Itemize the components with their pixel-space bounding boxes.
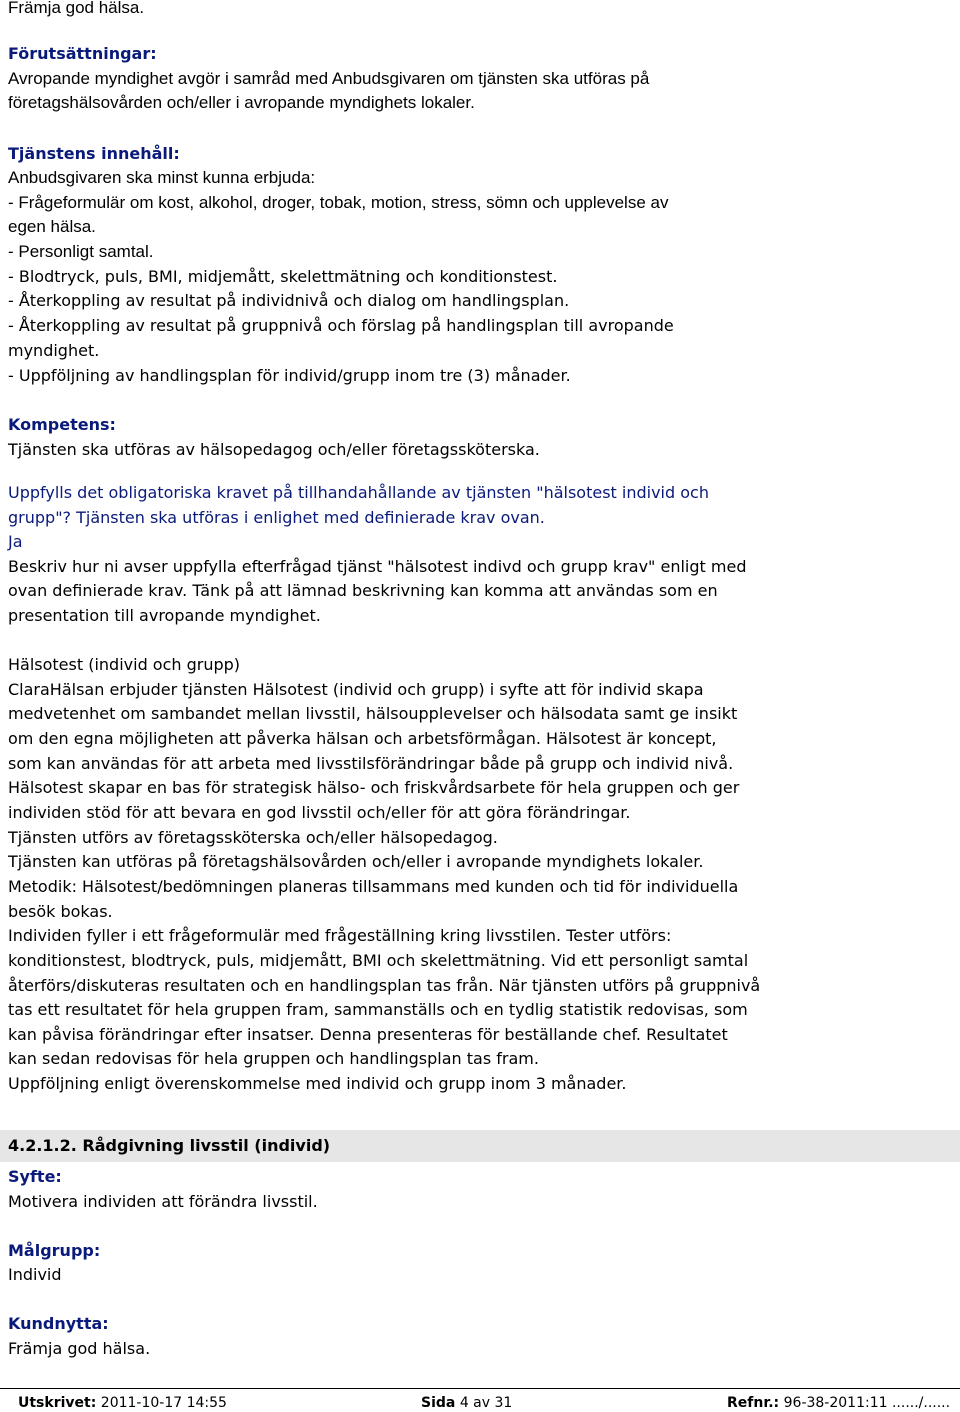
answer-line: individen stöd för att bevara en god livsstil och/eller för att göra förändringar. [8,803,631,822]
footer-printed-label: Utskrivet: [18,1395,97,1411]
answer-line: Tjänsten kan utföras på företagshälsovården och/eller i avropande myndighets lokaler. [8,852,704,871]
syfte-heading: Syfte: [8,1167,62,1186]
footer-printed [18,1394,227,1412]
footer-page-label: Sida [421,1395,456,1411]
answer-line: konditionstest, blodtryck, puls, midjemått, BMI och skelettmätning. Vid ett personligt samtal [8,951,749,970]
forutsattningar-line: Avropande myndighet avgör i samråd med Anbudsgivaren om tjänsten ska utföras på [8,69,650,88]
krav-describe: ovan definierade krav. Tänk på att lämnad beskrivning kan komma att användas som en [8,581,718,600]
answer-title: Hälsotest (individ och grupp) [8,655,241,674]
footer-ref [727,1394,950,1412]
krav-describe: presentation till avropande myndighet. [8,606,321,625]
forutsattningar-line: företagshälsovården och/eller i avropande myndighets lokaler. [8,93,475,112]
footer-printed-value: 2011-10-17 14:55 [100,1395,227,1411]
kundnytta-heading: Kundnytta: [8,1314,109,1333]
innehall-line: myndighet. [8,341,100,360]
malgrupp-text: Individ [8,1265,62,1284]
answer-line: kan påvisa förändringar efter insatser. Denna presenteras för beställande chef. Resultatet [8,1025,728,1044]
answer-line: Metodik: Hälsotest/bedömningen planeras tillsammans med kunden och tid för individuella [8,877,739,896]
kompetens-heading: Kompetens: [8,415,116,434]
answer-line: medvetenhet om sambandet mellan livsstil, hälsoupplevelser och hälsodata samt ge insikt [8,704,738,723]
answer-line: om den egna möjligheten att påverka hälsan och arbetsförmågan. Hälsotest är koncept, [8,729,717,748]
innehall-line: - Uppföljning av handlingsplan för individ/grupp inom tre (3) månader. [8,366,571,385]
innehall-line: - Personligt samtal. [8,242,154,261]
answer-line: Tjänsten utförs av företagssköterska och/eller hälsopedagog. [8,828,498,847]
answer-line: Individen fyller i ett frågeformulär med frågeställning kring livsstilen. Tester utförs: [8,926,672,945]
innehall-intro: Anbudsgivaren ska minst kunna erbjuda: [8,168,316,187]
innehall-line: - Återkoppling av resultat på individnivå och dialog om handlingsplan. [8,291,570,310]
krav-describe: Beskriv hur ni avser uppfylla efterfrågad tjänst "hälsotest indivd och grupp krav" enligt med [8,557,747,576]
answer-line: Hälsotest skapar en bas för strategisk hälso- och friskvårdsarbete för hela gruppen och ger [8,778,740,797]
innehall-heading: Tjänstens innehåll: [8,144,180,163]
syfte-text: Motivera individen att förändra livsstil. [8,1192,318,1211]
krav-question: Uppfylls det obligatoriska kravet på tillhandahållande av tjänsten "hälsotest individ och [8,483,709,502]
top-line: Främja god hälsa. [8,0,145,17]
answer-line: ClaraHälsan erbjuder tjänsten Hälsotest (individ och grupp) i syfte att för individ skapa [8,680,704,699]
krav-answer: Ja [8,532,23,551]
footer-divider [0,1388,960,1389]
forutsattningar-heading: Förutsättningar: [8,44,157,63]
innehall-line: - Återkoppling av resultat på gruppnivå och förslag på handlingsplan till avropande [8,316,674,335]
answer-line: som kan användas för att arbeta med livsstilsförändringar både på grupp och individ nivå. [8,754,734,773]
malgrupp-heading: Målgrupp: [8,1241,101,1260]
answer-line: kan sedan redovisas för hela gruppen och handlingsplan tas fram. [8,1049,539,1068]
krav-question: grupp"? Tjänsten ska utföras i enlighet med definierade krav ovan. [8,508,545,527]
answer-line: tas ett resultatet för hela gruppen fram, sammanställs och en tydlig statistik redovisas, som [8,1000,748,1019]
kundnytta-text: Främja god hälsa. [8,1339,151,1358]
footer-ref-value: 96-38-2011:11 ....../...... [783,1395,951,1411]
section-title: 4.2.1.2. Rådgivning livsstil (individ) [8,1136,331,1155]
answer-line: Uppföljning enligt överenskommelse med individ och grupp inom 3 månader. [8,1074,627,1093]
footer-page [421,1394,512,1412]
kompetens-line: Tjänsten ska utföras av hälsopedagog och/eller företagssköterska. [8,440,540,459]
innehall-line: egen hälsa. [8,217,96,236]
innehall-line: - Frågeformulär om kost, alkohol, droger, tobak, motion, stress, sömn och upplevelse av [8,193,669,212]
footer-page-value: 4 av 31 [459,1395,513,1411]
answer-line: återförs/diskuteras resultaten och en handlingsplan tas från. När tjänsten utförs på gruppnivå [8,976,761,995]
footer-ref-label: Refnr.: [727,1395,780,1411]
answer-line: besök bokas. [8,902,113,921]
innehall-line: - Blodtryck, puls, BMI, midjemått, skelettmätning och konditionstest. [8,267,558,286]
